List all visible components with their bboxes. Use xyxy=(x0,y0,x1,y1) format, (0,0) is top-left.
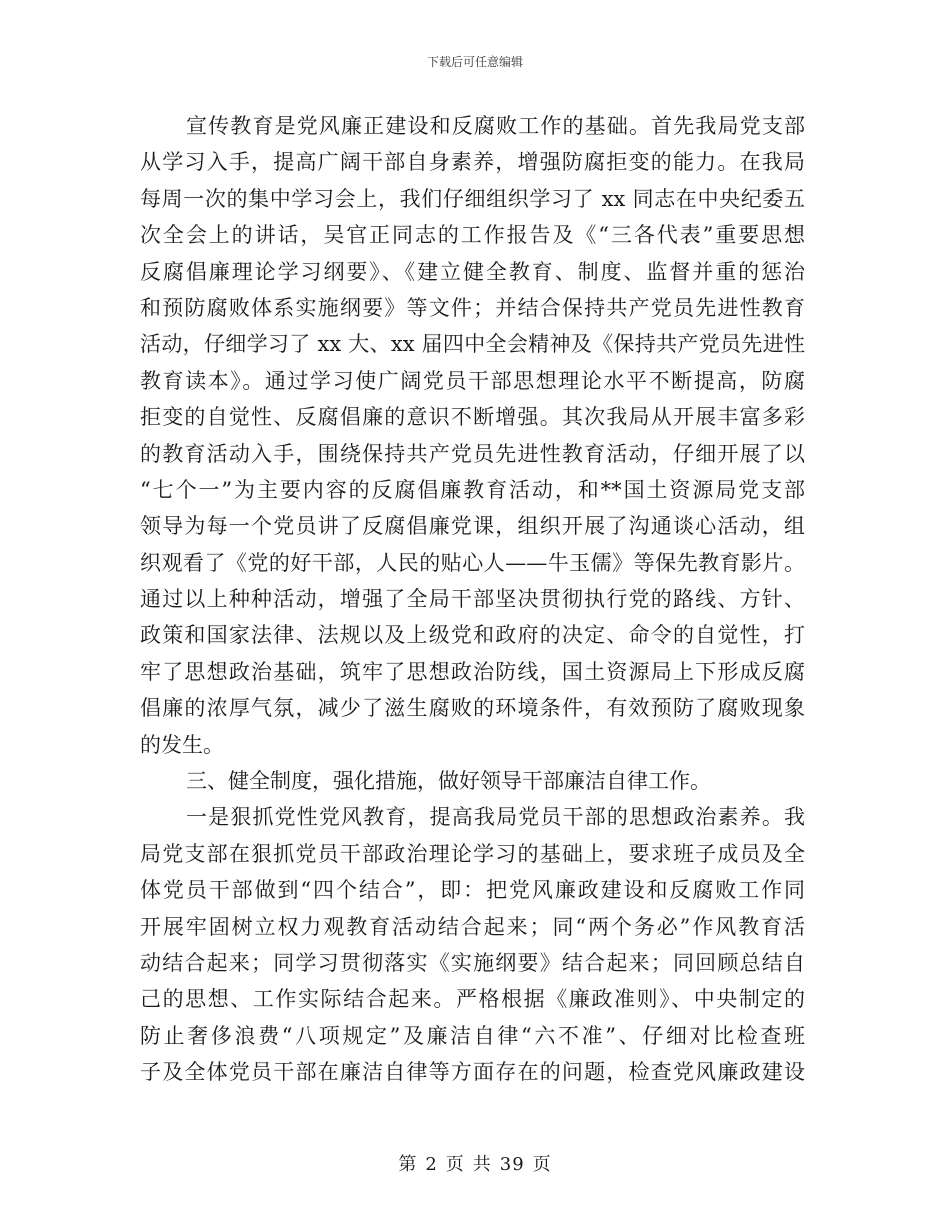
text-line: 拒变的自觉性、反腐倡廉的意识不断增强。其次我局从开展丰富多彩 xyxy=(140,405,805,430)
text-line: 政策和国家法律、法规以及上级党和政府的决定、命令的自觉性，打 xyxy=(140,623,805,648)
text-line: 通过以上种种活动，增强了全局干部坚决贯彻执行党的路线、方针、 xyxy=(140,587,805,612)
text-line: 领导为每一个党员讲了反腐倡廉党课，组织开展了沟通谈心活动，组 xyxy=(140,514,805,539)
text-line: 织观看了《党的好干部，人民的贴心人——牛玉儒》等保先教育影片。 xyxy=(140,550,805,575)
footer-total-word: 共 xyxy=(472,1154,492,1175)
text-line: “七个一”为主要内容的反腐倡廉教育活动，和**国土资源局党支部 xyxy=(140,477,805,502)
text-line: 开展牢固树立权力观教育活动结合起来；同“两个务必”作风教育活 xyxy=(140,914,805,939)
text-line: 教育读本》。通过学习使广阔党员干部思想理论水平不断提高，防腐 xyxy=(140,368,805,393)
text-line: 次全会上的讲话，吴官正同志的工作报告及《“三各代表”重要思想 xyxy=(140,223,805,248)
text-line: 一是狠抓党性党风教育，提高我局党员干部的思想政治素养。我 xyxy=(186,805,805,830)
section-heading xyxy=(140,763,805,799)
text-line: 动结合起来；同学习贯彻落实《实施纲要》结合起来；同回顾总结自 xyxy=(140,950,805,975)
text-line: 每周一次的集中学习会上，我们仔细组织学习了 xx 同志在中央纪委五 xyxy=(140,186,805,211)
paragraph-propaganda-education xyxy=(140,108,805,763)
footer-suffix: 页 xyxy=(532,1154,552,1175)
document-body xyxy=(140,108,805,1091)
text-line: 防止奢侈浪费“八项规定”及廉洁自律“六不准”、仔细对比检查班 xyxy=(140,1023,805,1048)
current-page-number: 2 xyxy=(425,1154,438,1175)
text-line: 三、健全制度，强化措施，做好领导干部廉洁自律工作。 xyxy=(186,769,711,794)
text-line: 和预防腐败体系实施纲要》等文件；并结合保持共产党员先进性教育 xyxy=(140,295,805,320)
text-line: 牢了思想政治基础，筑牢了思想政治防线，国土资源局上下形成反腐 xyxy=(140,659,805,684)
paragraph-party-education xyxy=(140,799,805,1090)
page-footer xyxy=(0,1150,950,1176)
total-page-count: 39 xyxy=(499,1154,525,1175)
text-line: 活动，仔细学习了 xx 大、xx 届四中全会精神及《保持共产党员先进性 xyxy=(140,332,805,357)
text-line: 反腐倡廉理论学习纲要》、《建立健全教育、制度、监督并重的惩治 xyxy=(140,259,805,284)
footer-prefix: 第 xyxy=(398,1154,418,1175)
text-line: 倡廉的浓厚气氛，减少了滋生腐败的环境条件，有效预防了腐败现象 xyxy=(140,696,805,721)
text-line: 子及全体党员干部在廉洁自律等方面存在的问题，检查党风廉政建设 xyxy=(140,1060,805,1085)
page-header: 下载后可任意编辑 xyxy=(426,55,523,69)
footer-page-word: 页 xyxy=(445,1154,465,1175)
text-line: 从学习入手，提高广阔干部自身素养，增强防腐拒变的能力。在我局 xyxy=(140,150,805,175)
text-line: 的教育活动入手，围绕保持共产党员先进性教育活动，仔细开展了以 xyxy=(140,441,805,466)
text-line: 体党员干部做到“四个结合”，即：把党风廉政建设和反腐败工作同 xyxy=(140,878,805,903)
text-line: 局党支部在狠抓党员干部政治理论学习的基础上，要求班子成员及全 xyxy=(140,841,805,866)
text-line: 己的思想、工作实际结合起来。严格根据《廉政准则》、中央制定的 xyxy=(140,987,805,1012)
text-line: 宣传教育是党风廉正建设和反腐败工作的基础。首先我局党支部 xyxy=(186,114,805,138)
text-line: 的发生。 xyxy=(140,732,224,757)
